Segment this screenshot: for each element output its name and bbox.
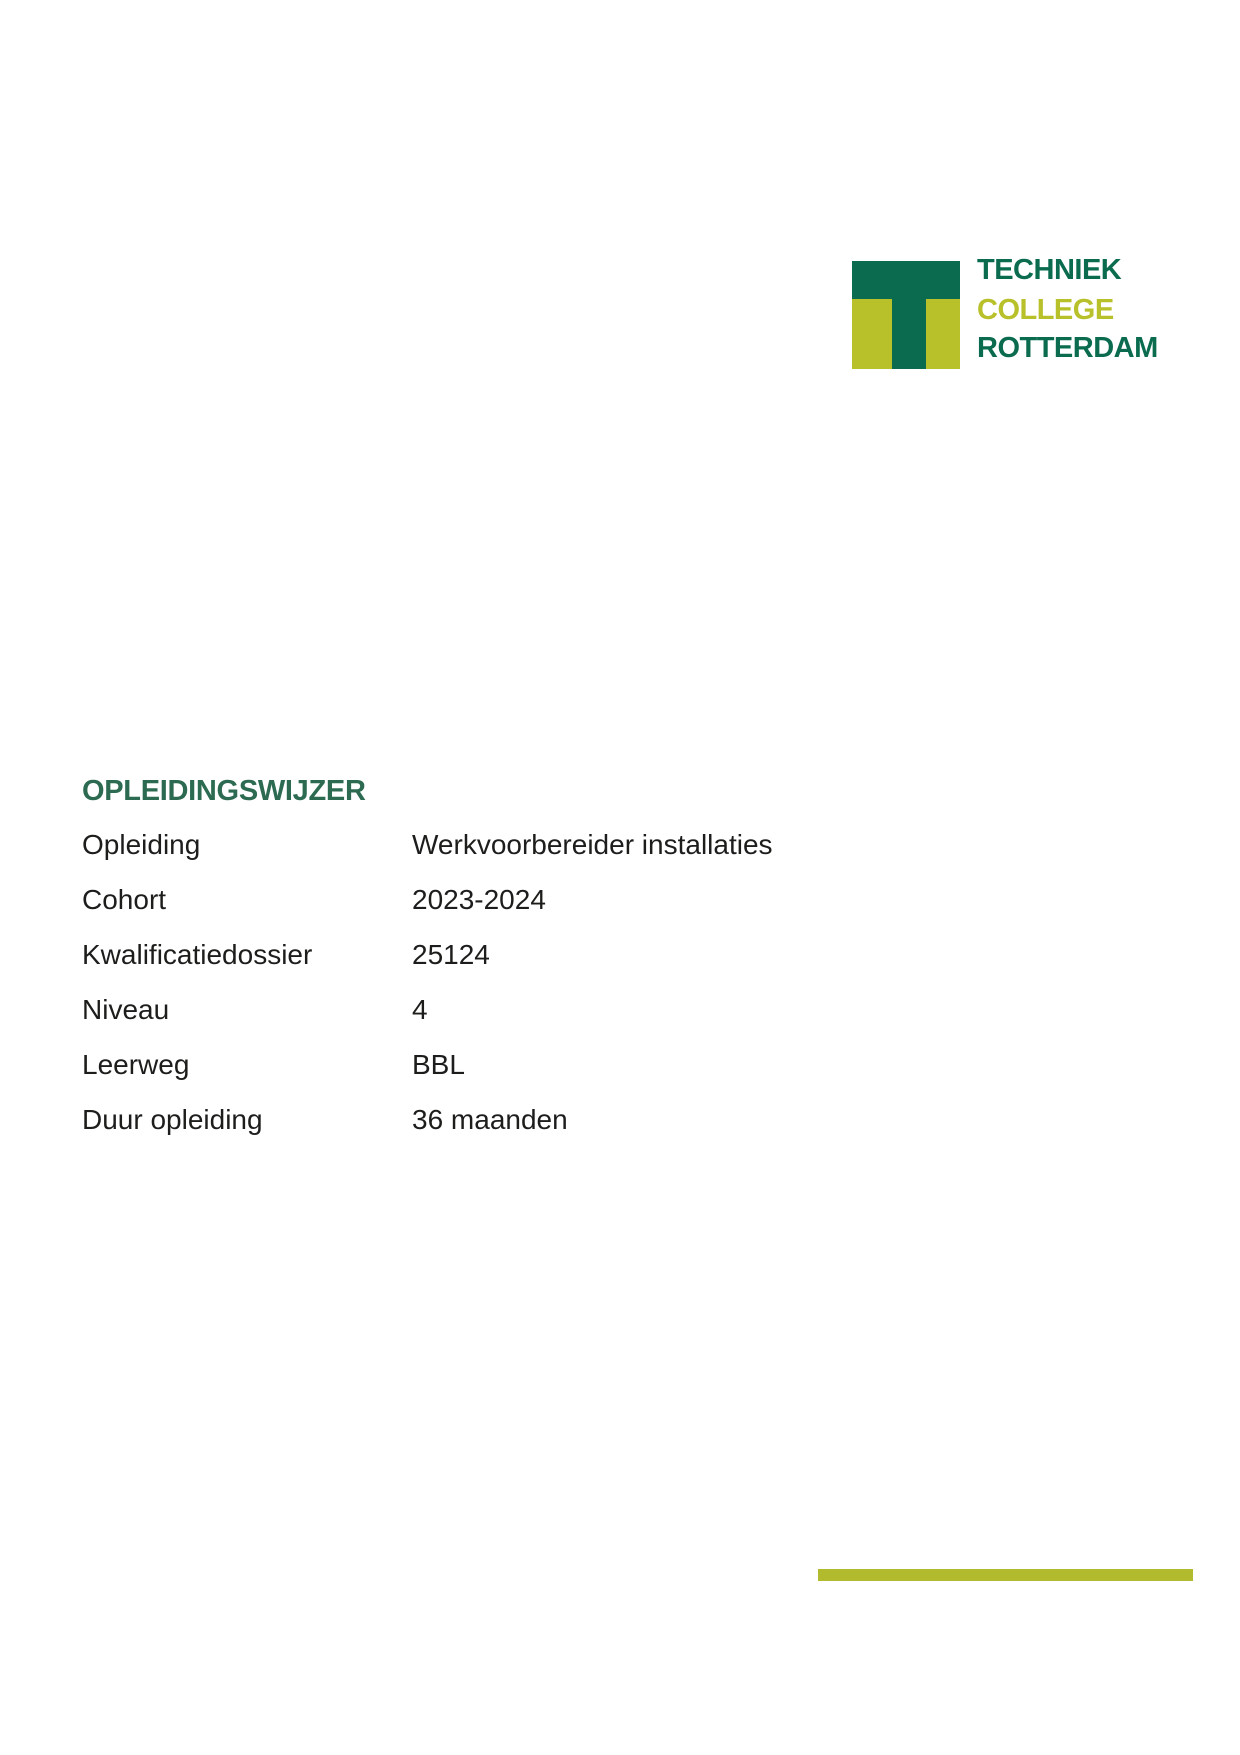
detail-value: Werkvoorbereider installaties: [412, 829, 773, 860]
logo-t-mark-top-bar: [852, 261, 960, 299]
table-row-niveau: [82, 995, 982, 1050]
table-row-cohort: [82, 885, 982, 940]
detail-label: Cohort: [82, 884, 167, 915]
detail-value: BBL: [412, 1049, 465, 1080]
footer-accent-bar: [818, 1569, 1193, 1581]
logo-word-college: COLLEGE: [977, 294, 1114, 326]
table-row-kwalificatiedossier: [82, 940, 982, 995]
table-row-opleiding: [82, 830, 982, 885]
logo-t-mark-icon: [852, 261, 960, 369]
detail-label: Kwalificatiedossier: [82, 939, 313, 970]
details-table: [82, 830, 982, 1160]
detail-value: 36 maanden: [412, 1104, 568, 1135]
detail-label: Duur opleiding: [82, 1104, 263, 1135]
table-row-leerweg: [82, 1050, 982, 1105]
techniek-college-rotterdam-logo: [852, 254, 1192, 369]
detail-label: Niveau: [82, 994, 170, 1025]
logo-t-mark-left-block: [852, 299, 892, 369]
logo-wordmark: [977, 254, 1192, 369]
logo-t-mark-stem: [892, 299, 926, 369]
logo-word-rotterdam: ROTTERDAM: [977, 332, 1158, 364]
detail-label: Leerweg: [82, 1049, 190, 1080]
detail-value: 2023-2024: [412, 884, 546, 915]
table-row-duur-opleiding: [82, 1105, 982, 1160]
logo-word-techniek: TECHNIEK: [977, 254, 1122, 286]
detail-label: Opleiding: [82, 829, 201, 860]
detail-value: 4: [412, 994, 428, 1025]
page-title: OPLEIDINGSWIJZER: [82, 775, 366, 807]
logo-t-mark-right-block: [926, 299, 960, 369]
detail-value: 25124: [412, 939, 490, 970]
